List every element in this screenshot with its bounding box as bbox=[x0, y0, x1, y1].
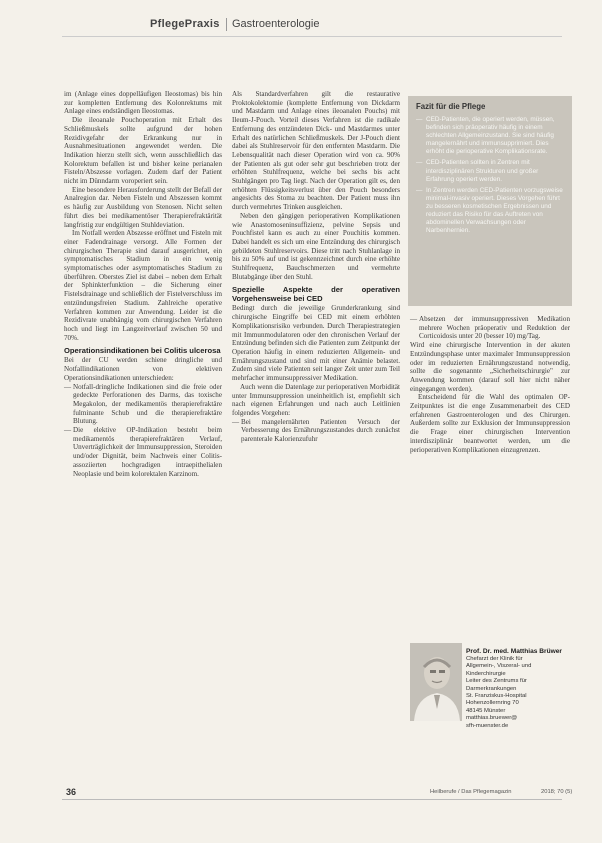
magazine-name: Heilberufe / Das Pflegemagazin bbox=[430, 789, 512, 795]
paragraph: Bei der CU werden schiene dringliche und Notfallindikationen von elektiven Operationsindikationen unterschieden: bbox=[64, 356, 222, 382]
paragraph: Als Standardverfahren gilt die restaurative Proktokolektomie (komplette Entfernung von Dickdarm und Mastdarm und Anlage eines ileoanalen Pouchs) mit Ileum-J-Pouch. Vorteil dieses Verfahren ist die radikale Entfernung des entzündeten Dick- und Mastdarmes unter Erhalt des natürlichen Schließmuskels. Der J-Pouch dient dabei als Stuhlreservoir für den entfernten Mastdarm. Die Lebensqualität nach dieser Operation wird von ca. 90% der Patienten als gut oder sehr gut beschrieben trotz der erhöhten Stuhlfrequenz, welche bei sechs bis acht Stuhlgängen pro Tag liegt. Nach der Operation gilt es, den erhöhten Flüssigkeitsverlust über den Pouch besonders angesichts des Stoma zu beachten. Der Patient muss ihn durch vermehrtes Trinken ausgleichen. bbox=[232, 90, 400, 212]
fact-box-title: Fazit für die Pflege bbox=[416, 102, 486, 111]
fact-box bbox=[408, 96, 572, 306]
list-item: — Bei mangelernährten Patienten Versuch der Verbesserung des Ernährungszustandes durch zunächst parenterale Kalorienzufuhr bbox=[232, 418, 400, 444]
issue-info: 2018; 70 (5) bbox=[541, 789, 573, 795]
magazine-brand: PflegePraxis bbox=[150, 18, 220, 30]
paragraph: Bedingt durch die jeweilige Grunderkrankung sind chirurgische Eingriffe bei CED mit einem erhöhten Komplikationsrisiko verbunden. Durch Therapiestrategien mit Immunmodulatoren oder den chronischen Verlauf der Entzündung befinden sich die Patienten zum Zeitpunkt der Operation häufig in einem reduzierten Allgemein- und Ernährungszustand und sind mit einer Anämie belastet. Zudem sind viele Patienten seit langer Zeit unter zum Teil mehrfacher immunsuppressiver Medikation. bbox=[232, 304, 400, 383]
author-photo bbox=[410, 643, 462, 721]
author-line: Chefarzt der Klinik für bbox=[466, 656, 523, 662]
paragraph: Die ileoanale Pouchoperation mit Erhalt des Schließmuskels sollte aufgrund der hohen Rezidivgefahr der Erkrankung nur in Ausnahmesituationen angewendet werden. Die Indikation hierzu stellt sich, wenn ausschließlich das Kolorektum befallen ist und bisher keine perianalen Fisteln/Abszesse vorlagen. Zudem darf der Patient nicht im Dünndarm voroperiert sein. bbox=[64, 116, 222, 186]
author-line: Kinderchirurgie bbox=[466, 670, 506, 677]
author-line: Darmerkrankungen bbox=[466, 685, 517, 692]
fact-box-list bbox=[416, 116, 566, 238]
author-line: 48145 Münster bbox=[466, 707, 506, 714]
header-separator bbox=[226, 18, 227, 31]
footer-rule bbox=[62, 799, 562, 800]
list-item: — Absetzen der immunsuppressiven Medikation mehrere Wochen präoperativ und Reduktion der Corticoidosis unter 20 (besser 10) mg/Tag. bbox=[410, 315, 570, 341]
paragraph: Auch wenn die Datenlage zur perioperativen Morbidität unter Immunsuppression uneinheitlich ist, empfiehlt sich nach eigenen Erfahrungen und nach auch Leitlinien folgendes Vorgehen: bbox=[232, 382, 400, 417]
running-header bbox=[0, 16, 602, 36]
subheading: Spezielle Aspekte der operativen Vorgehensweise bei CED bbox=[232, 285, 400, 304]
fact-box-item: — In Zentren werden CED-Patienten vorzugsweise minimal-invasiv operiert. Dieses Vorgehen führt zu besseren kosmetischen Ergebnissen und reduziert das Risiko für das Auftreten von abdominellen Verwachsungen oder Narbenhernien. bbox=[416, 187, 566, 236]
list-item: — Notfall-dringliche Indikationen sind die freie oder gedeckte Perforationen des Darms, das toxische Megakolon, der medikamentös therapierefraktäre fulminante Schub und die therapierefraktäre Blutung. bbox=[64, 383, 222, 427]
paragraph: Im Notfall werden Abszesse eröffnet und Fisteln mit einer Fadendrainage versorgt. Alle Formen der chirurgischen Therapie sind darauf ausgerichtet, ein symptomatisches Stadium in ein wenig symptomatisches oder asymptomatisches Stadium zu überführen. Oberstes Ziel ist dabei – neben dem Erhalt der Sphinkterfunktion – die Sicherung einer Fistelsdrainage und schließlich der Fistelverschluss im entzündungsfreien Stadium. Zahlreiche operative Verfahren kommen zur Anwendung. Leider ist die Rezidivrate unabhängig vom chirurgischen Verfahren hoch und liegt im Langzeitverlauf zwischen 50 und 70%. bbox=[64, 229, 222, 342]
author-line: Allgemein-, Viszeral- und bbox=[466, 663, 532, 670]
bullet-list bbox=[64, 383, 222, 479]
author-info bbox=[466, 648, 574, 730]
paragraph: Entscheidend für die Wahl des optimalen OP-Zeitpunktes ist die enge Zusammenarbeit des CED erfahrenen Gastroenterologen und des Chirurgen. Außerdem sollte zur Exklusion der Immunsuppression die Frage einer chirurgischen Intervention interdisziplinär beantwortet werden, um die perioperativen Komplikationen einzugrenzen. bbox=[410, 393, 570, 454]
article-column-2 bbox=[232, 90, 400, 444]
paragraph: Neben den gängigen perioperativen Komplikationen wie Anastomoseninsuffizienz, pelvine Sepsis und Pouchfistel kann es auch zu einer Pouchitis kommen. Dabei handelt es sich um eine Entzündung des chirurgisch gebildeten Stuhlreservoirs. Diese tritt nach Stuhlanlage in bis zu 50% auf und ist gekennzeichnet durch eine erhöhte Stuhlfrequenz, Bauchschmerzen und vermehrte Blutabgänge über den Stuhl. bbox=[232, 211, 400, 281]
list-item: — Die elektive OP-Indikation besteht beim medikamentös therapierefraktären Verlauf, Unverträglichkeit der Immunsuppression, Steroiden und/oder Dignität, beim Nachweis einer Colitis-assoziierten hochgradigen intraepithelialen Neoplasie und beim kolorektalen Karzinom. bbox=[64, 426, 222, 478]
paragraph: Wird eine chirurgische Intervention in der akuten Entzündungsphase unter maximaler Immunsuppression oder im reduzierten Ernährungszustand notwendig, sollte die sogenannte „Sicherheitschirurgie" zur Anwendung kommen (darauf soll hier nicht näher eingegangen werden). bbox=[410, 341, 570, 393]
author-email: sfh-muenster.de bbox=[466, 722, 509, 729]
article-column-3 bbox=[410, 315, 570, 454]
author-line: Leiter des Zentrums für bbox=[466, 678, 527, 685]
paragraph: Eine besondere Herausforderung stellt der Befall der Analregion dar. Neben Fisteln und Abszessen kommt es häufig zur Ausbildung von Stenosen. Nicht selten führt dies bei medikamentöser Therapierefraktärität langfristig zur endgültigen Stuhldeviation. bbox=[64, 185, 222, 229]
author-line: Hohenzollernring 70 bbox=[466, 700, 519, 707]
author-name: Prof. Dr. med. Matthias Brüwer bbox=[466, 648, 562, 655]
page-number: 36 bbox=[66, 787, 77, 797]
author-email: matthias.bruewer@ bbox=[466, 715, 518, 722]
section-title: Gastroenterologie bbox=[232, 18, 320, 30]
header-rule bbox=[62, 36, 562, 37]
fact-box-item: — CED-Patienten sollten in Zentren mit interdisziplinären Strukturen und großer Erfahrung operiert werden. bbox=[416, 159, 566, 183]
bullet-list bbox=[410, 315, 570, 341]
paragraph: im (Anlage eines doppelläufigen Ileostomas) bis hin zur kompletten Entfernung des Kolonrektums mit Anlage eines endständigen Ileostomas. bbox=[64, 90, 222, 116]
subheading: Operationsindikationen bei Colitis ulcerosa bbox=[64, 346, 221, 356]
author-line: St. Franziskus-Hospital bbox=[466, 693, 527, 700]
fact-box-item: — CED-Patienten, die operiert werden, müssen, befinden sich präoperativ häufig in einem schlechten Allgemeinzustand. Sie sind häufig mangelernährt und immunsupprimiert. Dies erhöht die perioperative Komplikationsrate. bbox=[416, 116, 566, 156]
bullet-list bbox=[232, 418, 400, 444]
article-column-1 bbox=[64, 90, 222, 478]
